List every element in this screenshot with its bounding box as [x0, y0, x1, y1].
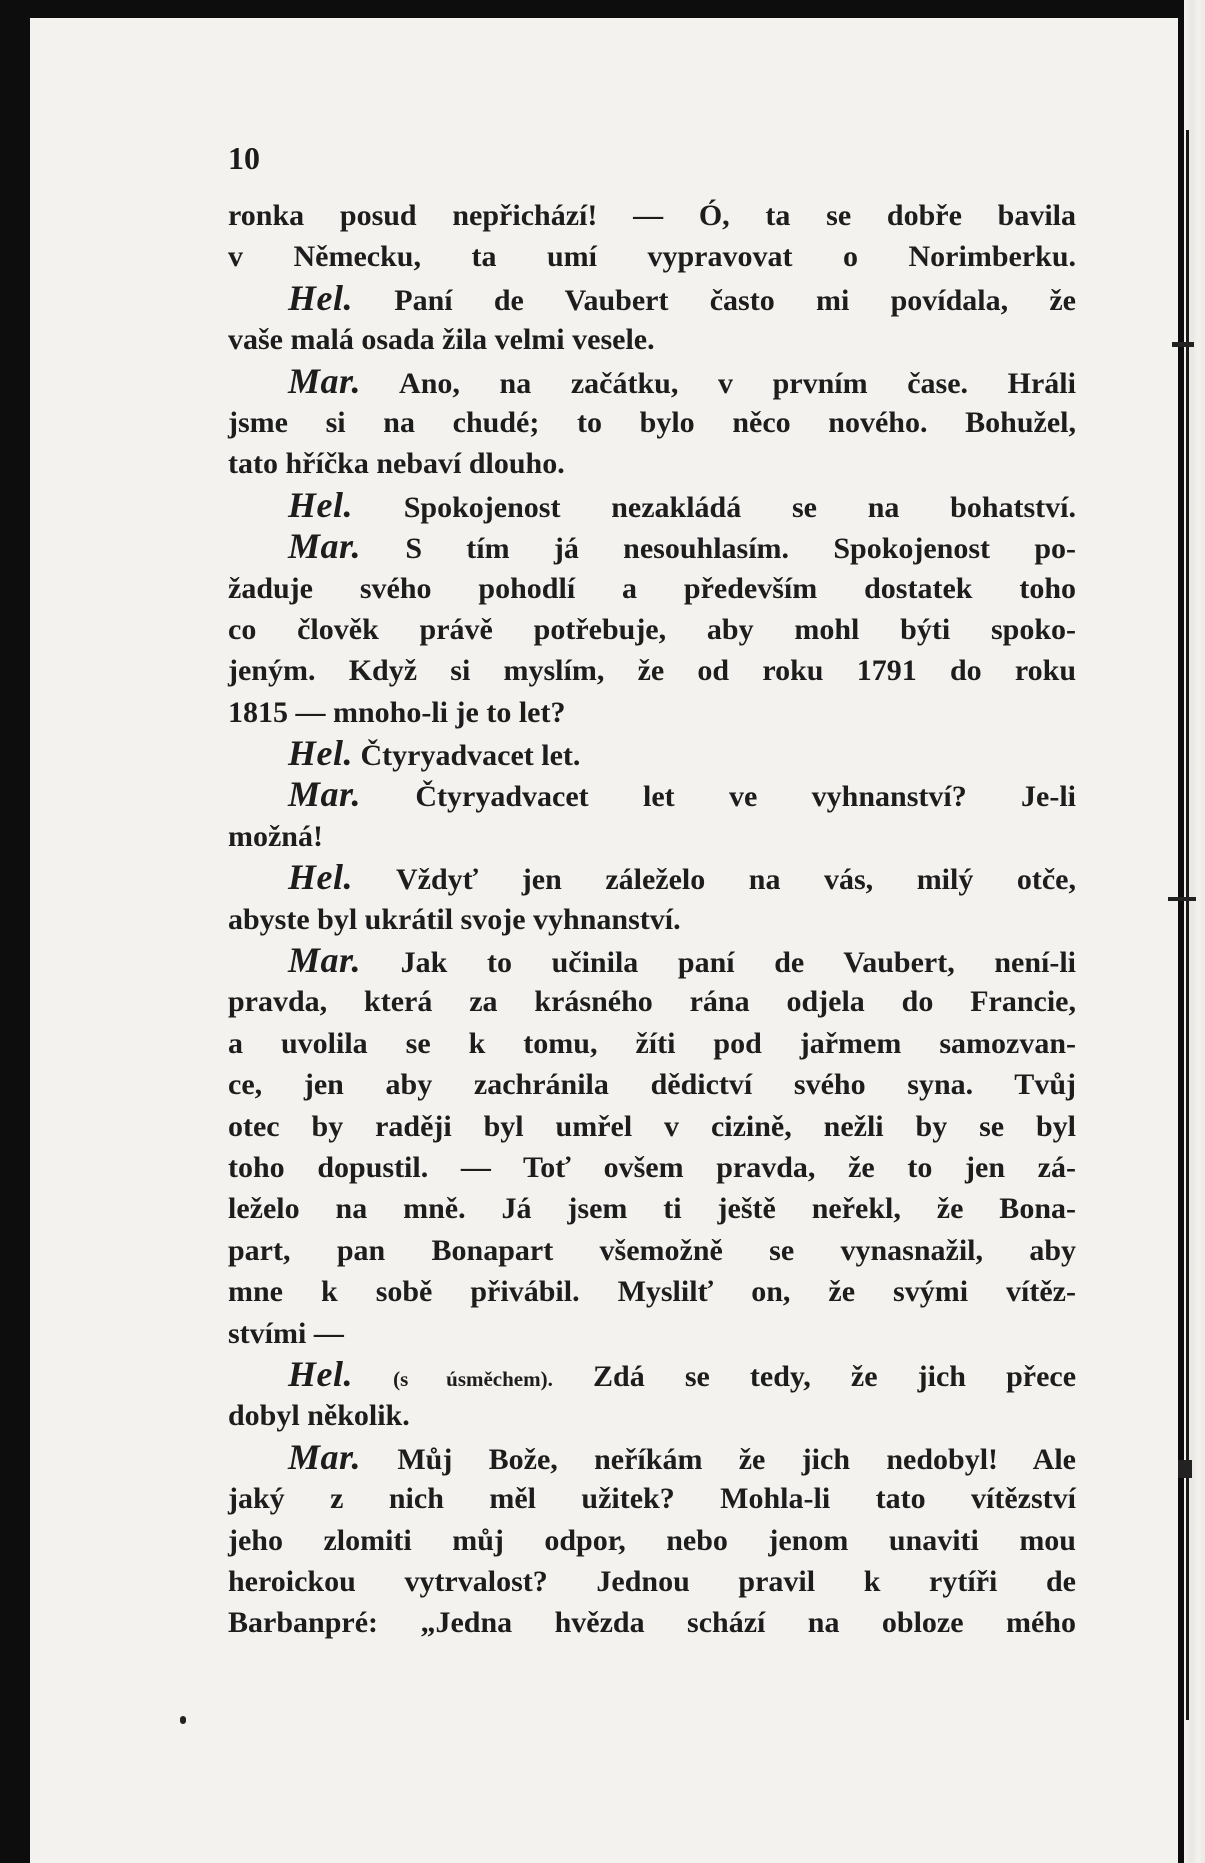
line-text: Čtyryadvacet let ve vyhnanství? Je-li [415, 780, 1077, 814]
text-line [228, 1230, 1076, 1271]
text-line [228, 1106, 1076, 1147]
line-text: co člověk právě potřebuje, aby mohl býti spoko- [228, 612, 1076, 646]
edge-mark [1178, 1460, 1192, 1478]
line-text: jeho zlomiti můj odpor, nebo jenom unaviti mou [228, 1523, 1076, 1557]
line-text: vaše malá osada žila velmi vesele. [228, 323, 655, 357]
line-text: Paní de Vaubert často mi povídala, že [394, 283, 1076, 317]
line-text: Jak to učinila paní de Vaubert, není-li [400, 946, 1077, 980]
edge-mark [1172, 342, 1194, 347]
line-text: tato hříčka nebaví dlouho. [228, 447, 565, 481]
speaker-label: Mar. [288, 774, 362, 815]
line-text: Ano, na začátku, v prvním čase. Hráli [399, 366, 1076, 400]
text-line [228, 236, 1076, 277]
text-line [288, 857, 1076, 898]
speaker-label: Mar. [288, 940, 362, 981]
line-text: abyste byl ukrátil svoje vyhnanství. [228, 902, 681, 936]
line-text: Můj Bože, neříkám že jich nedobyl! Ale [397, 1442, 1076, 1476]
text-line [228, 816, 1076, 857]
line-text: Zdá se tedy, že jich přece [593, 1359, 1077, 1393]
line-text: mne k sobě přivábil. Myslilť on, že svými vítěz- [228, 1275, 1076, 1309]
line-text: otec by raději byl umřel v cizině, nežli by se byl [228, 1109, 1076, 1143]
line-text: stvími — [228, 1316, 344, 1350]
text-line [288, 278, 1076, 319]
line-text: a uvolila se k tomu, žíti pod jařmem samozvan- [228, 1026, 1076, 1060]
line-text: jaký z nich měl užitek? Mohla-li tato vítězství [228, 1482, 1076, 1516]
text-line [288, 485, 1076, 526]
page-number: 10 [228, 140, 260, 176]
text-line [228, 609, 1076, 650]
text-line [228, 1478, 1076, 1519]
line-text: možná! [228, 819, 323, 853]
stage-direction: (s úsměchem). [393, 1366, 553, 1391]
text-line [228, 568, 1076, 609]
speaker-label: Hel. [288, 857, 353, 898]
text-line [228, 1520, 1076, 1561]
line-text: S tím já nesouhlasím. Spokojenost po- [405, 532, 1076, 566]
speaker-label: Mar. [288, 526, 362, 567]
speck [180, 1716, 186, 1724]
line-text: heroickou vytrvalost? Jednou pravil k rytíři de [228, 1564, 1076, 1598]
line-text: jeným. Když si myslím, že od roku 1791 do roku [228, 654, 1076, 688]
text-block [228, 195, 1076, 1644]
text-line [288, 774, 1076, 815]
line-text: Spokojenost nezakládá se na bohatství. [403, 490, 1076, 524]
line-text: pravda, která za krásného rána odjela do Francie, [228, 985, 1076, 1019]
speaker-label: Hel. [288, 733, 353, 774]
line-text: v Německu, ta umí vypravovat o Norimberku. [228, 240, 1076, 274]
text-line [228, 1313, 1076, 1354]
speaker-label: Hel. [288, 484, 353, 525]
line-text: part, pan Bonapart všemožně se vynasnažil, aby [228, 1233, 1076, 1267]
line-text: ronka posud nepřichází! — Ó, ta se dobře bavila [228, 199, 1076, 232]
edge-mark [1168, 897, 1196, 901]
speaker-label: Mar. [288, 1436, 362, 1477]
text-line [228, 319, 1076, 360]
line-text: dobyl několik. [228, 1399, 410, 1433]
text-line [228, 443, 1076, 484]
line-text: Čtyryadvacet let. [360, 739, 581, 773]
speaker-label: Hel. [288, 1353, 353, 1394]
line-text: leželo na mně. Já jsem ti ještě neřekl, že Bona- [228, 1192, 1076, 1226]
line-text: Barbanpré: „Jedna hvězda schází na obloze mého [228, 1606, 1076, 1640]
text-line [228, 692, 1076, 733]
text-line [228, 1602, 1076, 1643]
line-text: 1815 — mnoho-li je to let? [228, 695, 566, 729]
text-line [288, 733, 1076, 774]
text-line [228, 1395, 1076, 1436]
text-line [228, 899, 1076, 940]
text-line [228, 1064, 1076, 1105]
line-text: Vždyť jen záleželo na vás, milý otče, [395, 863, 1077, 897]
binding-line [1186, 130, 1189, 1720]
text-line [228, 402, 1076, 443]
text-line [228, 1561, 1076, 1602]
text-line [228, 1188, 1076, 1229]
text-line [288, 940, 1076, 981]
text-line [228, 1023, 1076, 1064]
speaker-label: Mar. [288, 360, 362, 401]
line-text: žaduje svého pohodlí a především dostatek toho [228, 571, 1076, 605]
text-line [228, 650, 1076, 691]
text-line [288, 1354, 1076, 1395]
text-line [288, 526, 1076, 567]
text-line [228, 981, 1076, 1022]
text-line [228, 1147, 1076, 1188]
speaker-label: Hel. [288, 277, 353, 318]
line-text: jsme si na chudé; to bylo něco nového. Bohužel, [228, 405, 1076, 439]
text-line [228, 195, 1076, 236]
text-line [288, 361, 1076, 402]
line-text: ce, jen aby zachránila dědictví svého syna. Tvůj [228, 1068, 1076, 1102]
text-line [228, 1271, 1076, 1312]
text-line [288, 1437, 1076, 1478]
line-text: toho dopustil. — Toť ovšem pravda, že to jen zá- [228, 1150, 1076, 1184]
